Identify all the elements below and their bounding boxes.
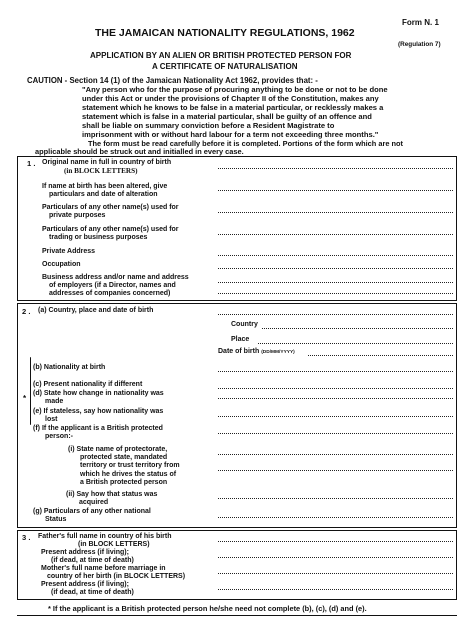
label-line: Father's full name in country of his birth [38,533,172,540]
original-name-label [42,159,171,175]
country-field[interactable] [262,328,453,329]
private-address-field[interactable] [218,255,453,256]
birth-details-field[interactable] [218,314,453,315]
label-line: territory or trust territory from [80,462,180,470]
status-acquired-field[interactable] [218,498,453,499]
change-nationality-label [33,390,164,406]
caution-line: statement which he knows to be false in a material particular, or recklessly makes a [82,103,384,113]
other-national-status-field[interactable] [218,517,453,518]
occupation-field[interactable] [218,268,453,269]
caution-text [82,85,388,140]
nationality-at-birth-label: (b) Nationality at birth [33,364,106,371]
label-line: lost [45,416,58,424]
label-line: country of her birth (in BLOCK LETTERS) [47,573,186,581]
label-line: addresses of companies concerned) [49,290,171,298]
label-line: (if dead, at time of death) [51,589,134,597]
nationality-at-birth-field[interactable] [218,371,453,372]
brace-bracket [30,357,31,425]
label-line: (d) State how change in nationality was [33,390,164,397]
label-line: (i) State name of protectorate, [68,446,168,453]
label-line: Particulars of any other name(s) used for [42,204,179,211]
trading-names-label [42,226,179,242]
label-line: (in BLOCK LETTERS) [64,167,138,176]
original-name-field[interactable] [218,168,453,169]
asterisk-marker: * [23,394,27,403]
business-address-field-2[interactable] [218,293,453,294]
name-altered-field[interactable] [218,190,453,191]
label-line: Present address (if living); [41,581,129,588]
dob-format: (DD/MM/YYYY) [261,350,295,355]
form-title: THE JAMAICAN NATIONALITY REGULATIONS, 1962 [95,27,355,39]
business-address-label [42,274,189,299]
instruction-line-2: applicable should be struck out and initialled in every case. [35,147,244,156]
place-field[interactable] [258,343,453,344]
mother-name-label [41,565,185,581]
label-line: (g) Particulars of any other national [33,508,151,515]
label-line: Original name in full in country of birth [42,159,172,166]
caution-line: "Any person who for the purpose of procuring anything to be done or not to be done [82,85,388,94]
caution-line: under this Act or under the provisions of Chapter II of the Constitution, makes any [82,94,379,104]
name-altered-label [42,183,167,199]
mother-address-label [41,581,134,597]
footer-note: * If the applicant is a British protected person he/she need not complete (b), (c), (d) and (e). [48,604,367,613]
protectorate-field-2[interactable] [218,470,453,471]
caution-line: statement which is false in a material particular, shall be guilty of an offence and [82,112,372,122]
regulation-ref: (Regulation 7) [398,41,441,48]
place-label: Place [231,336,250,343]
label-line: Status [45,516,67,524]
private-address-label: Private Address [42,248,96,255]
section-1-number: 1 . [27,159,36,168]
status-acquired-label [66,491,157,507]
caution-heading: CAUTION - Section 14 (1) of the Jamaican Nationality Act 1962, provides that: - [27,76,318,85]
label-line: Mother's full name before marriage in [41,565,166,572]
caution-line: imprisonment with or without hard labour for a term not exceeding three months." [82,130,379,140]
label-line: (if dead, at time of death) [51,557,134,565]
label-line: Business address and/or name and address [42,274,189,281]
form-subtitle-1: APPLICATION BY AN ALIEN OR BRITISH PROTECTED PERSON FOR [90,51,352,60]
father-address-label [41,549,134,565]
present-nationality-field[interactable] [218,388,453,389]
change-nationality-field[interactable] [218,398,453,399]
label-line: Particulars of any other name(s) used for [42,226,179,233]
occupation-label: Occupation [42,261,81,268]
label-line: made [45,398,64,406]
stateless-field[interactable] [218,416,453,417]
father-name-field[interactable] [218,541,453,542]
label-line: a British protected person [80,478,168,486]
father-name-label [38,533,172,549]
label-line: private purposes [49,212,106,220]
label-line: (ii) Say how that status was [66,491,158,498]
date-of-birth-field[interactable] [308,355,453,356]
label-line: (f) If the applicant is a British protected [33,425,163,432]
label-line: which he drives the status of [80,470,177,478]
mother-address-field[interactable] [218,589,453,590]
date-of-birth-label [218,348,295,357]
label-line: trading or business purposes [49,234,148,242]
british-protected-field[interactable] [218,433,453,434]
label-line: particulars and date of alteration [49,191,158,199]
form-subtitle-2: A CERTIFICATE OF NATURALISATION [152,62,298,71]
section-2-number: 2 . [22,307,31,316]
stateless-label [33,408,163,424]
present-nationality-label: (c) Present nationality if different [33,381,143,388]
mother-name-field[interactable] [218,573,453,574]
private-names-field[interactable] [218,212,453,213]
protectorate-label [68,446,180,487]
label-line: (in BLOCK LETTERS) [78,541,150,549]
father-address-field[interactable] [218,557,453,558]
label-line: If name at birth has been altered, give [42,183,168,190]
instruction-line-1: The form must be read carefully before it is completed. Portions of the form which are not [88,139,403,148]
protectorate-field-1[interactable] [218,454,453,455]
other-national-status-label [33,508,151,524]
business-address-field-1[interactable] [218,282,453,283]
section-3-number: 3 . [22,533,31,542]
british-protected-label [33,425,163,441]
label-line: Present address (if living); [41,549,129,556]
form-number: Form N. 1 [402,18,439,27]
birth-details-label: (a) Country, place and date of birth [38,307,154,314]
country-label: Country [231,321,258,328]
caution-line: shall be liable on summary conviction before a Resident Magistrate to [82,121,335,131]
trading-names-field[interactable] [218,234,453,235]
label-line: protected state, mandated [80,454,168,462]
private-names-label [42,204,179,220]
label-line: acquired [79,499,109,507]
dob-text: Date of birth [218,348,260,355]
label-line: of employers (if a Director, names and [49,282,176,290]
label-line: person:- [45,433,73,441]
footer-rule [17,615,457,616]
label-line: (e) If stateless, say how nationality was [33,408,164,415]
